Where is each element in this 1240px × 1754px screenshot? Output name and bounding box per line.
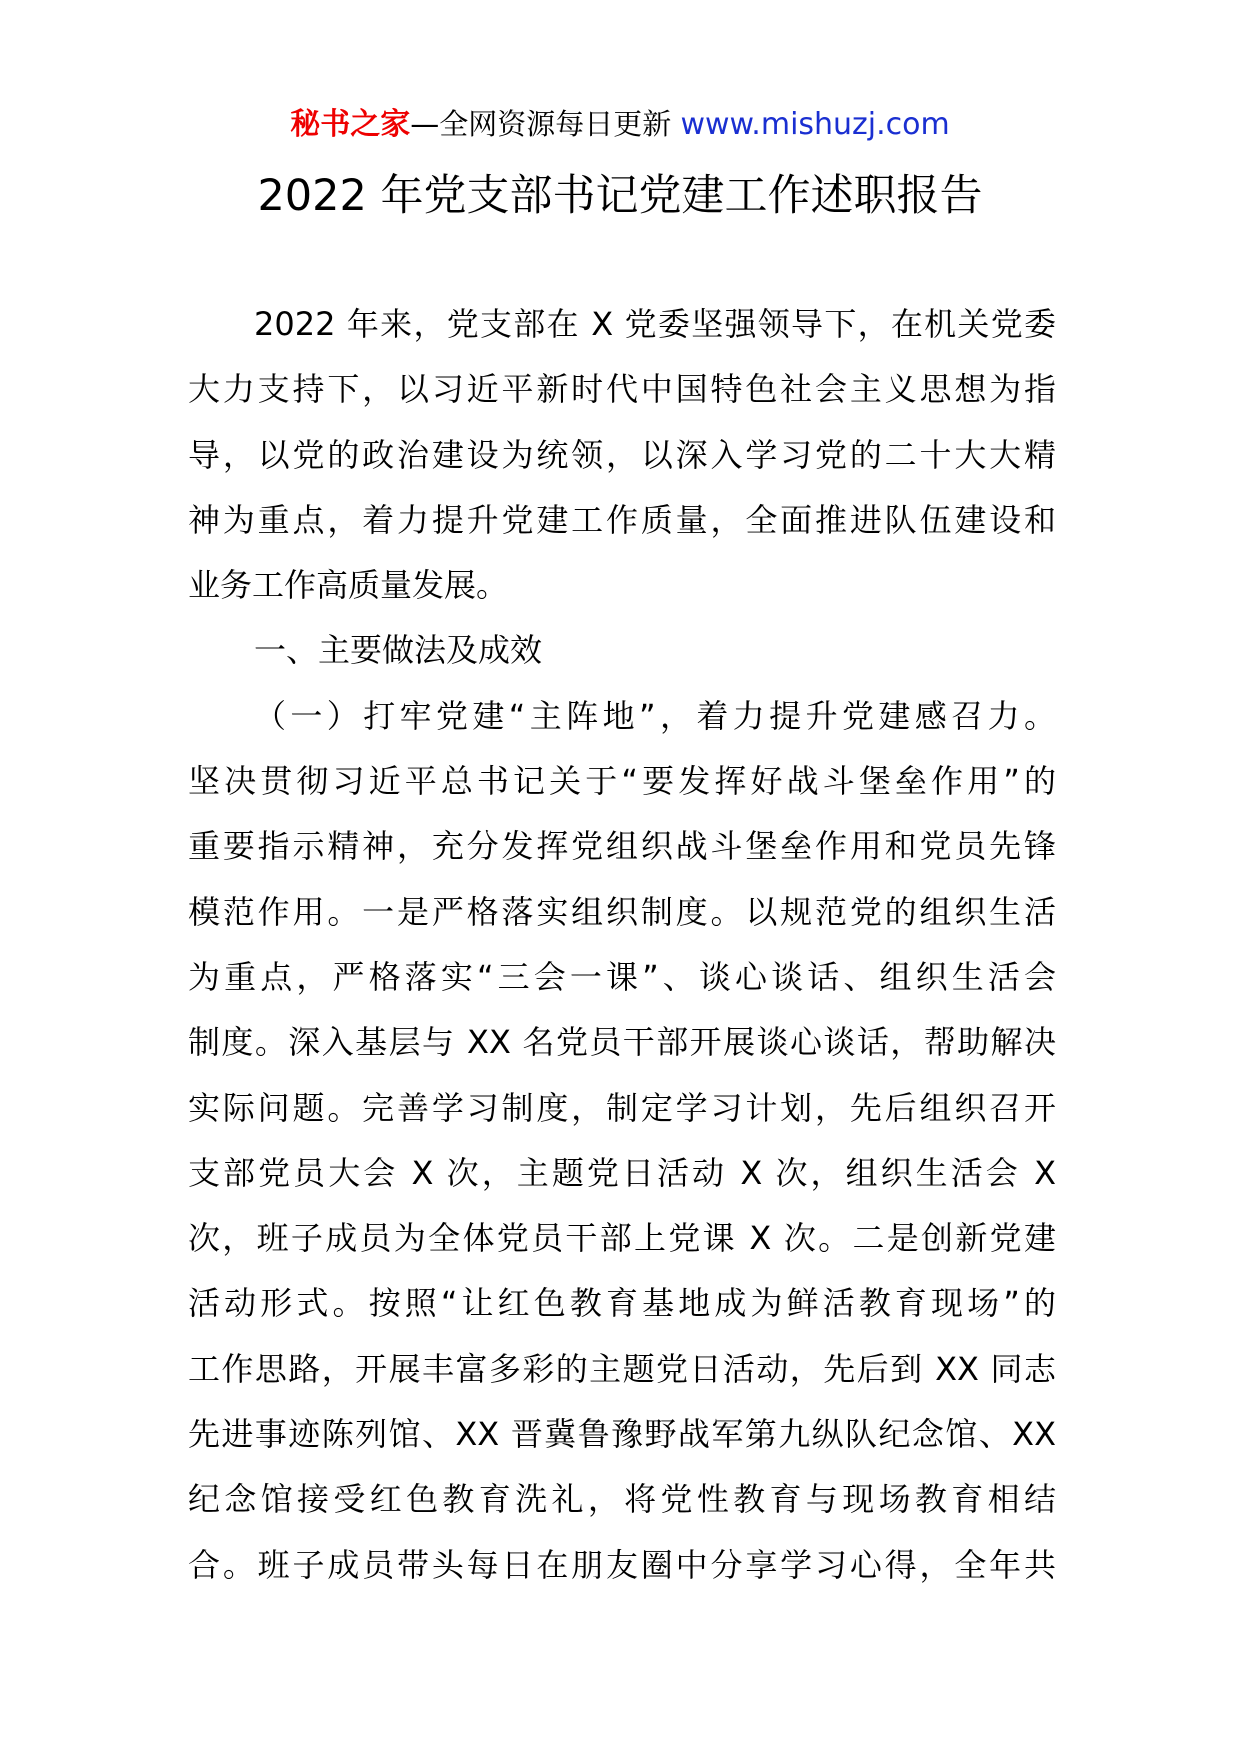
source-header	[0, 104, 1240, 145]
document-title: 2022 年党支部书记党建工作述职报告	[257, 171, 983, 221]
body-line: 业务工作高质量发展。	[188, 566, 509, 605]
body-line: 重要指示精神，充分发挥党组织战斗堡垒作用和党员先锋	[188, 827, 1056, 866]
body-line: 大力支持下，以习近平新时代中国特色社会主义思想为指	[188, 370, 1056, 409]
body-line: 2022 年来，党支部在 X 党委坚强领导下，在机关党委	[254, 305, 1056, 343]
brand-name: 秘书之家	[290, 107, 411, 142]
section-heading: 一、主要做法及成效	[254, 631, 543, 670]
body-line: 制度。深入基层与 XX 名党员干部开展谈心谈话，帮助解决	[188, 1023, 1056, 1062]
body-line: 工作思路，开展丰富多彩的主题党日活动，先后到 XX 同志	[188, 1349, 1056, 1388]
document-body	[188, 292, 1056, 1598]
body-line: 次，班子成员为全体党员干部上党课 X 次。二是创新党建	[188, 1219, 1056, 1258]
subsection-heading: （一）打牢党建“主阵地”，着力提升党建感召力。	[254, 696, 1056, 735]
header-slogan: —全网资源每日更新	[410, 107, 681, 141]
body-line: 活动形式。按照“让红色教育基地成为鲜活教育现场”的	[188, 1284, 1056, 1323]
body-line: 导，以党的政治建设为统领，以深入学习党的二十大大精	[188, 435, 1056, 474]
body-line: 坚决贯彻习近平总书记关于“要发挥好战斗堡垒作用”的	[188, 762, 1056, 801]
body-line: 合。班子成员带头每日在朋友圈中分享学习心得，全年共	[188, 1545, 1056, 1584]
body-line: 纪念馆接受红色教育洗礼，将党性教育与现场教育相结	[188, 1480, 1056, 1519]
body-line: 先进事迹陈列馆、XX 晋冀鲁豫野战军第九纵队纪念馆、XX	[188, 1415, 1056, 1454]
body-line: 为重点，严格落实“三会一课”、谈心谈话、组织生活会	[188, 957, 1056, 996]
body-line: 神为重点，着力提升党建工作质量，全面推进队伍建设和	[188, 500, 1056, 539]
header-url[interactable]: www.mishuzj.com	[680, 107, 950, 142]
body-line: 支部党员大会 X 次，主题党日活动 X 次，组织生活会 X	[188, 1153, 1056, 1192]
body-line: 实际问题。完善学习制度，制定学习计划，先后组织召开	[188, 1088, 1056, 1127]
body-line: 模范作用。一是严格落实组织制度。以规范党的组织生活	[188, 892, 1056, 931]
